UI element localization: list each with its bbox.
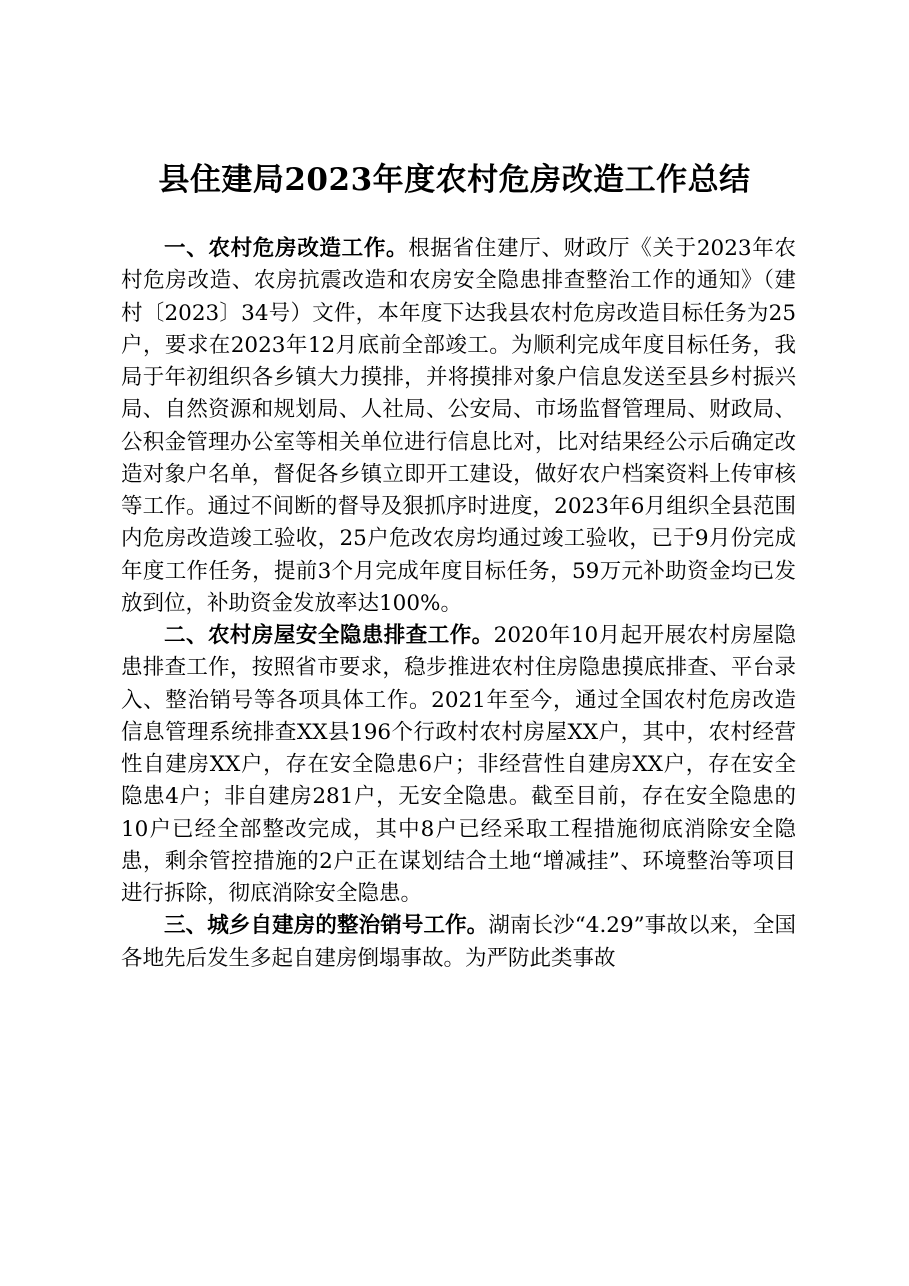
section-1-text: 根据省住建厅、财政厅《关于2023年农村危房改造、农房抗震改造和农房安全隐患排查整治工作的通知》（建村〔2023〕34号）文件，本年度下达我县农村危房改造目标任务为25户，要求在2023年12月底前全部竣工。为顺利完成年度目标任务，我局于年初组织各乡镇大力摸排，并将摸排对象户信息发送至县乡村振兴局、自然资源和规划局、人社局、公安局、市场监督管理局、财政局、公积金管理办公室等相关单位进行信息比对，比对结果经公示后确定改造对象户名单，督促各乡镇立即开工建设，做好农户档案资料上传审核等工作。通过不间断的督导及狠抓序时进度，2023年6月组织全县范围内危房改造竣工验收，25户危改农房均通过竣工验收，已于9月份完成年度工作任务，提前3个月完成年度目标任务，59万元补助资金均已发放到位，补助资金发放率达100%。 [121,236,796,616]
section-1-heading: 一、农村危房改造工作。 [164,236,409,261]
document-title: 县住建局2023年度农村危房改造工作总结 [158,162,751,198]
document-body [121,233,796,975]
section-1-paragraph [121,233,796,620]
section-2-paragraph [121,620,796,910]
section-2-text: 2020年10月起开展农村房屋隐患排查工作，按照省市要求，稳步推进农村住房隐患摸底排查、平台录入、整治销号等各项具体工作。2021年至今，通过全国农村危房改造信息管理系统排查XX县196个行政村农村房屋XX户，其中，农村经营性自建房XX户，存在安全隐患6户；非经营性自建房XX户，存在安全隐患4户；非自建房281户，无安全隐患。截至目前，存在安全隐患的10户已经全部整改完成，其中8户已经采取工程措施彻底消除安全隐患，剩余管控措施的2户正在谋划结合土地“增减挂”、环境整治等项目进行拆除，彻底消除安全隐患。 [121,623,796,906]
section-2-heading: 二、农村房屋安全隐患排查工作。 [164,623,494,648]
section-3-heading: 三、城乡自建房的整治销号工作。 [164,913,489,939]
section-3-text: 湖南长沙“4.29”事故以来，全国各地先后发生多起自建房倒塌事故。为严防此类事故 [121,913,796,971]
section-3-paragraph [121,910,796,975]
